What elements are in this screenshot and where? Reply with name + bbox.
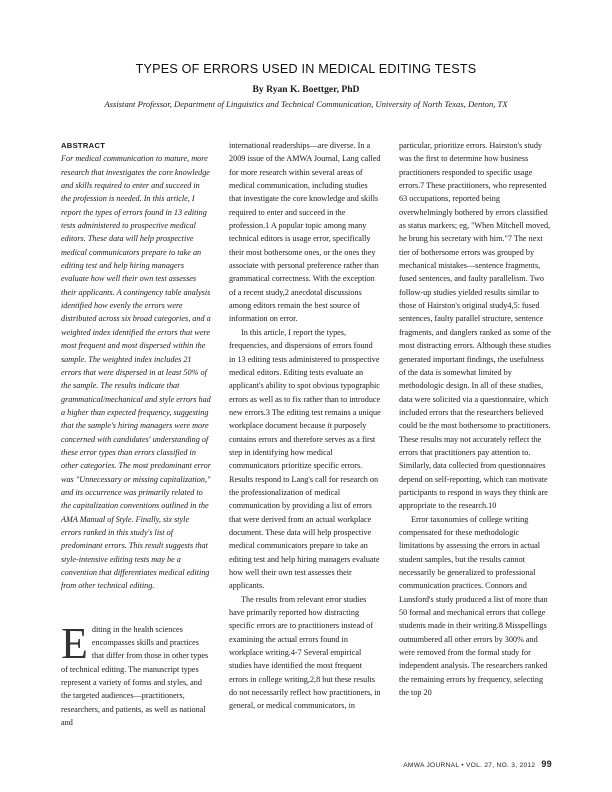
- author-byline: By Ryan K. Boettger, PhD: [252, 84, 360, 95]
- abstract-body: For medical communication to mature, more research that investigates the core knowledge and skills required to enter and succeed in the profession is needed. In this article, I report the types of errors found in 13 editing tests administered to prospective medical editors. These data will help prospective medical communicators prepare to take an editing test and help hiring managers evaluate how well their own test assesses their applicants. A contingency table analysis identified how evenly the errors were distributed across six broad categories, and a weighted index identified the errors that were most frequent and most dispersed within the sample. The weighted index includes 21 errors that were dispersed in at least 50% of the sample. The results indicate that grammatical/mechanical and style errors had a higher than expected frequency, suggesting that the sample's hiring managers were more concerned with candidates' understanding of these error types than errors classified in other categories. The most predominant error was "Unnecessary or missing capitalization," and its occurrence was primarily related to the capitalization conventions outlined in the AMA Manual of Style. Finally, six style errors ranked in this study's list of predominant errors. This result suggests that style-intensive editing tests may be a convention that differentiates medical editing from other technical editing.: [61, 154, 211, 591]
- abstract-heading: ABSTRACT: [61, 141, 106, 150]
- drop-cap: E: [61, 618, 88, 668]
- journal-citation: AMWA JOURNAL • VOL. 27, NO. 3, 2012: [403, 762, 536, 769]
- page-footer: [380, 759, 552, 769]
- body-paragraph: international readerships—are diverse. In a 2009 issue of the AMWA Journal, Lang called for more research within several areas of medical communication, including studies that investigate the core knowledge and skills required to enter and succeed in the profession.1 A popular topic among many technical editors is usage error, specifically their most bothersome ones, or the ones they associate with personal preference rather than grammatical correctness. With the exception of a recent study,2 anecdotal discussions among editors remain the best source of information on error.: [229, 141, 381, 324]
- body-paragraph: particular, prioritize errors. Hairston's study was the first to determine how business practitioners responded to specific usage errors.7 These practitioners, who represented 63 occupations, reported being overwhelmingly bothered by errors classified as status markers; eg, "When Mitchell moved, he brung his secretary with him."7 The next tier of bothersome errors was grouped by mechanical mistakes—sentence fragments, fused sentences, and faulty parallelism. Two follow-up studies yielded results similar to those of Hairston's original study4,5: fused sentences, faulty parallel structure, sentence fragments, and danglers ranked as some of the most distracting errors. Although these studies generated important findings, the usefulness of the data is somewhat limited by methodologic design. In all of these studies, data were solicited via a questionnaire, which included errors that the researchers believed could be the most bothersome to practitioners. These results may not accurately reflect the errors that practitioners pay attention to. Similarly, data collected from questionnaires depend on self-reporting, which can motivate participants to respond in ways they think are appropriate to the research.10: [399, 141, 551, 511]
- body-paragraph: In this article, I report the types, frequencies, and dispersions of errors found in 13 editing tests administered to prospective medical editors. Editing tests evaluate an applicant's ability to spot obvious typographic errors as well as to fix rather than to introduce new errors.3 The editing test remains a unique workplace document because it purposely contains errors and therefore serves as a first step in identifying how medical communicators prioritize specific errors. Results respond to Lang's call for research on the professionalization of medical communication by providing a list of errors that were derived from an actual workplace document. These data will help prospective medical communicators prepare to take an editing test and help hiring managers evaluate how well their own test assesses their applicants.: [229, 327, 381, 591]
- author-affiliation: Assistant Professor, Department of Linguistics and Technical Communication, University of North Texas, Denton, TX: [104, 99, 508, 109]
- intro-paragraph: [61, 618, 211, 730]
- middle-column: [229, 139, 381, 713]
- right-column: [399, 139, 551, 699]
- article-title: TYPES OF ERRORS USED IN MEDICAL EDITING TESTS: [135, 62, 477, 76]
- intro-text: diting in the health sciences encompasses skills and practices that differ from those in other types of technical editing. The manuscript types represent a variety of forms and styles, and the targeted audiences—practitioners, researchers, and patients, as well as national and: [61, 624, 209, 728]
- left-column: [61, 139, 211, 729]
- body-paragraph: Error taxonomies of college writing compensated for these methodologic limitations by assessing the errors in actual student samples, but the results cannot necessarily be generalized to professional communication practices. Connors and Lunsford's study produced a list of more than 50 formal and mechanical errors that college students made in their writing.8 Misspellings outnumbered all other errors by 300% and were removed from the formal study for independent analysis. The researchers ranked the remaining errors by frequency, selecting the top 20: [399, 514, 548, 698]
- body-paragraph: The results from relevant error studies have primarily reported how distracting specific errors are to practitioners instead of examining the actual errors found in workplace writing.4-7 Several empirical studies have identified the most frequent errors in college writing,2,8 but these results do not necessarily reflect how practitioners, in general, or medical communicators, in: [229, 594, 381, 711]
- page-number: 99: [541, 759, 552, 769]
